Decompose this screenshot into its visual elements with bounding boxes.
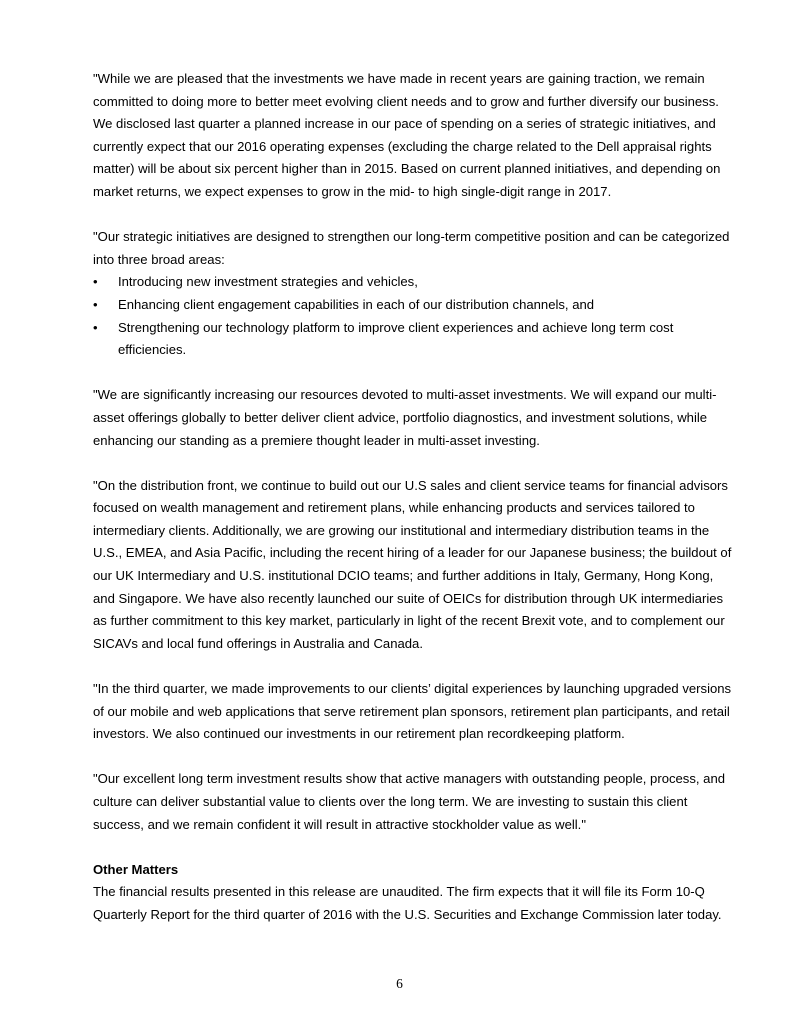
bullet-text: Enhancing client engagement capabilities in each of our distribution channels, and bbox=[118, 296, 595, 312]
section-heading-other-matters: Other Matters bbox=[93, 861, 179, 877]
document-page bbox=[93, 68, 733, 927]
initiatives-bullet-list bbox=[93, 271, 733, 361]
bullet-text: Strengthening our technology platform to improve client experiences and achieve long term cost efficiencies. bbox=[118, 319, 674, 358]
paragraph-multi-asset: "We are significantly increasing our resources devoted to multi-asset investments. We will expand our multi-asset offerings globally to better deliver client advice, portfolio diagnostics, and investment solutions, while enhancing our standing as a premiere thought leader in multi-asset investing. bbox=[93, 387, 717, 448]
bullet-text: Introducing new investment strategies and vehicles, bbox=[118, 274, 418, 290]
bullet-icon: • bbox=[93, 319, 98, 335]
bullet-icon: • bbox=[93, 296, 98, 312]
paragraph-other-matters: The financial results presented in this release are unaudited. The firm expects that it will file its Form 10-Q Quarterly Report for the third quarter of 2016 with the U.S. Securities and Exchange Commission later today. bbox=[93, 884, 722, 922]
paragraph-spacer bbox=[93, 204, 733, 227]
bullet-item bbox=[93, 317, 733, 362]
page-number: 6 bbox=[396, 976, 403, 991]
paragraph-expenses-outlook: "While we are pleased that the investments we have made in recent years are gaining traction, we remain committed to doing more to better meet evolving client needs and to grow and further diversify our business. We disclosed last quarter a planned increase in our pace of spending on a series of strategic initiatives, and currently expect that our 2016 operating expenses (excluding the charge related to the Dell appraisal rights matter) will be about six percent higher than in 2015. Based on current planned initiatives, and depending on market returns, we expect expenses to grow in the mid- to high single-digit range in 2017. bbox=[93, 71, 721, 199]
paragraph-strategic-initiatives: "Our strategic initiatives are designed to strengthen our long-term competitive position and can be categorized into three broad areas: bbox=[93, 229, 730, 267]
bullet-item bbox=[93, 271, 733, 294]
paragraph-spacer bbox=[93, 655, 733, 678]
paragraph-spacer bbox=[93, 746, 733, 769]
paragraph-distribution: "On the distribution front, we continue to build out our U.S sales and client service teams for financial advisors focused on wealth management and retirement plans, while enhancing products and services tailored to intermediary clients. Additionally, we are growing our institutional and intermediary distribution teams in the U.S., EMEA, and Asia Pacific, including the recent hiring of a leader for our Japanese business; the buildout of our UK Intermediary and U.S. institutional DCIO teams; and further additions in Italy, Germany, Hong Kong, and Singapore. We have also recently launched our suite of OEICs for distribution through UK intermediaries as further commitment to this key market, particularly in light of the recent Brexit vote, and to complement our SICAVs and local fund offerings in Australia and Canada. bbox=[93, 477, 732, 651]
paragraph-spacer bbox=[93, 452, 733, 475]
paragraph-spacer bbox=[93, 362, 733, 385]
paragraph-investment-results: "Our excellent long term investment results show that active managers with outstanding people, process, and culture can deliver substantial value to clients over the long term. We are investing to sustain this client success, and we remain confident it will result in attractive stockholder value as well." bbox=[93, 771, 726, 832]
bullet-icon: • bbox=[93, 274, 98, 290]
paragraph-digital-experiences: "In the third quarter, we made improvements to our clients’ digital experiences by launching upgraded versions of our mobile and web applications that serve retirement plan sponsors, retirement plan participants, and retail investors. We also continued our investments in our retirement plan recordkeeping platform. bbox=[93, 681, 732, 742]
paragraph-spacer bbox=[93, 836, 733, 859]
bullet-item bbox=[93, 294, 733, 317]
